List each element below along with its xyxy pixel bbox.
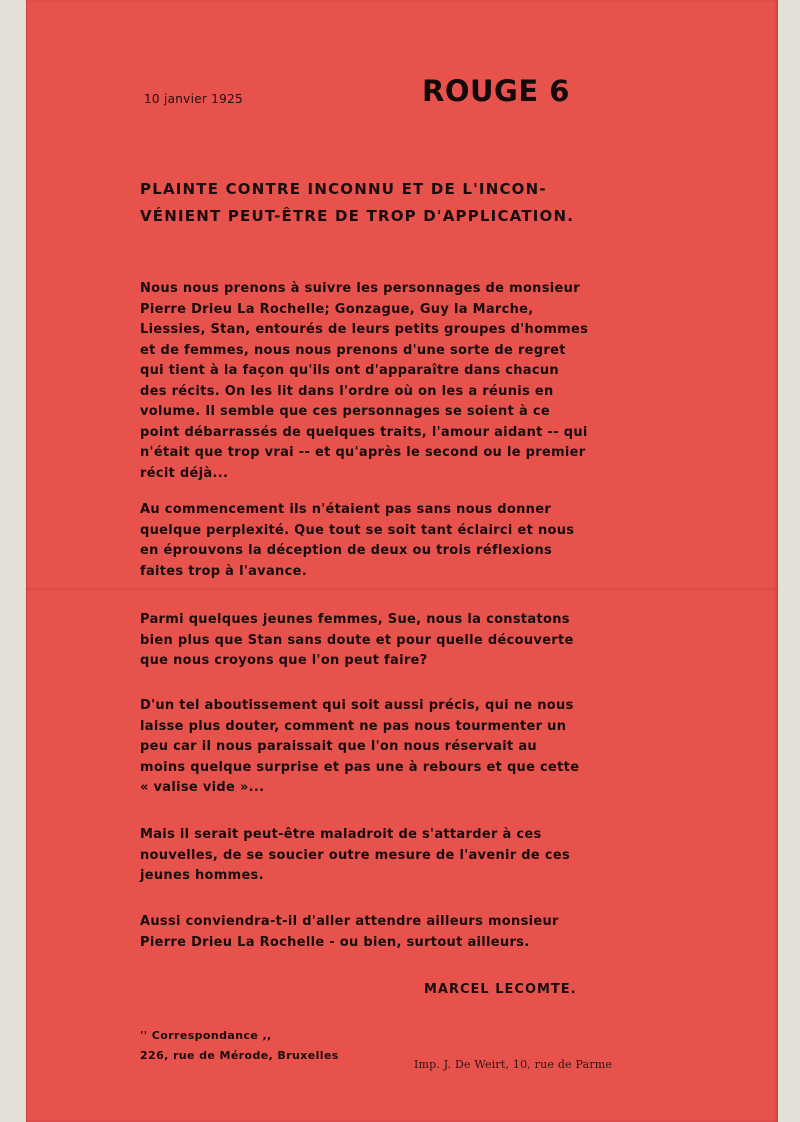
text-line: récit déjà... xyxy=(140,465,229,481)
text-line: D'un tel aboutissement qui soit aussi précis, qui ne nous xyxy=(140,698,574,713)
text-line: Pierre Drieu La Rochelle; Gonzague, Guy la Marche, xyxy=(140,301,534,317)
paragraph-6 xyxy=(140,912,620,953)
correspondence-address xyxy=(140,1026,339,1066)
paper-fold xyxy=(26,588,778,590)
text-line: volume. Il semble que ces personnages se soient à ce xyxy=(140,404,550,419)
text-line: moins quelque surprise et pas une à rebours et que cette xyxy=(140,759,580,775)
text-line: Au commencement ils n'étaient pas sans nous donner xyxy=(140,502,552,517)
text-line: Liessies, Stan, entourés de leurs petits groupes d'hommes xyxy=(140,322,589,337)
author-signature: MARCEL LECOMTE. xyxy=(424,982,577,997)
address-line: 226, rue de Mérode, Bruxelles xyxy=(140,1049,339,1062)
heading-line: PLAINTE CONTRE INCONNU ET DE L'INCON- xyxy=(140,180,547,198)
text-line: « valise vide »... xyxy=(140,780,265,795)
address-line: '' Correspondance ,, xyxy=(140,1029,272,1042)
text-line: nouvelles, de se soucier outre mesure de l'avenir de ces xyxy=(140,847,570,863)
text-line: Mais il serait peut-être maladroit de s'attarder à ces xyxy=(140,827,542,842)
text-line: des récits. On les lit dans l'ordre où on les a réunis en xyxy=(140,383,554,399)
text-line: Pierre Drieu La Rochelle - ou bien, surtout ailleurs. xyxy=(140,934,530,950)
text-line: quelque perplexité. Que tout se soit tant éclairci et nous xyxy=(140,522,575,538)
text-line: qui tient à la façon qu'ils ont d'apparaître dans chacun xyxy=(140,363,559,378)
text-line: et de femmes, nous nous prenons d'une sorte de regret xyxy=(140,342,566,358)
printer-imprint: Imp. J. De Weirt, 10, rue de Parme xyxy=(414,1058,613,1071)
text-line: en éprouvons la déception de deux ou trois réflexions xyxy=(140,543,553,558)
heading-line: VÉNIENT PEUT-ÊTRE DE TROP D'APPLICATION. xyxy=(140,207,575,225)
text-line: Nous nous prenons à suivre les personnages de monsieur xyxy=(140,281,580,296)
masthead-title: ROUGE 6 xyxy=(422,74,570,108)
paragraph-5 xyxy=(140,825,620,887)
text-line: faites trop à l'avance. xyxy=(140,563,307,579)
paragraph-4 xyxy=(140,696,620,799)
text-line: point débarrassés de quelques traits, l'amour aidant -- qui xyxy=(140,424,588,440)
article-heading xyxy=(140,176,620,230)
text-line: bien plus que Stan sans doute et pour quelle découverte xyxy=(140,632,574,648)
text-line: jeunes hommes. xyxy=(140,868,264,883)
text-line: que nous croyons que l'on peut faire? xyxy=(140,653,428,668)
text-line: peu car il nous paraissait que l'on nous réservait au xyxy=(140,739,537,754)
text-line: n'était que trop vrai -- et qu'après le second ou le premier xyxy=(140,445,586,460)
paragraph-2 xyxy=(140,500,620,582)
text-line: Aussi conviendra-t-il d'aller attendre ailleurs monsieur xyxy=(140,914,559,929)
issue-date: 10 janvier 1925 xyxy=(144,92,243,106)
text-line: laisse plus douter, comment ne pas nous tourmenter un xyxy=(140,718,567,734)
paragraph-3 xyxy=(140,610,620,672)
paragraph-1 xyxy=(140,279,620,484)
text-line: Parmi quelques jeunes femmes, Sue, nous la constatons xyxy=(140,612,570,627)
